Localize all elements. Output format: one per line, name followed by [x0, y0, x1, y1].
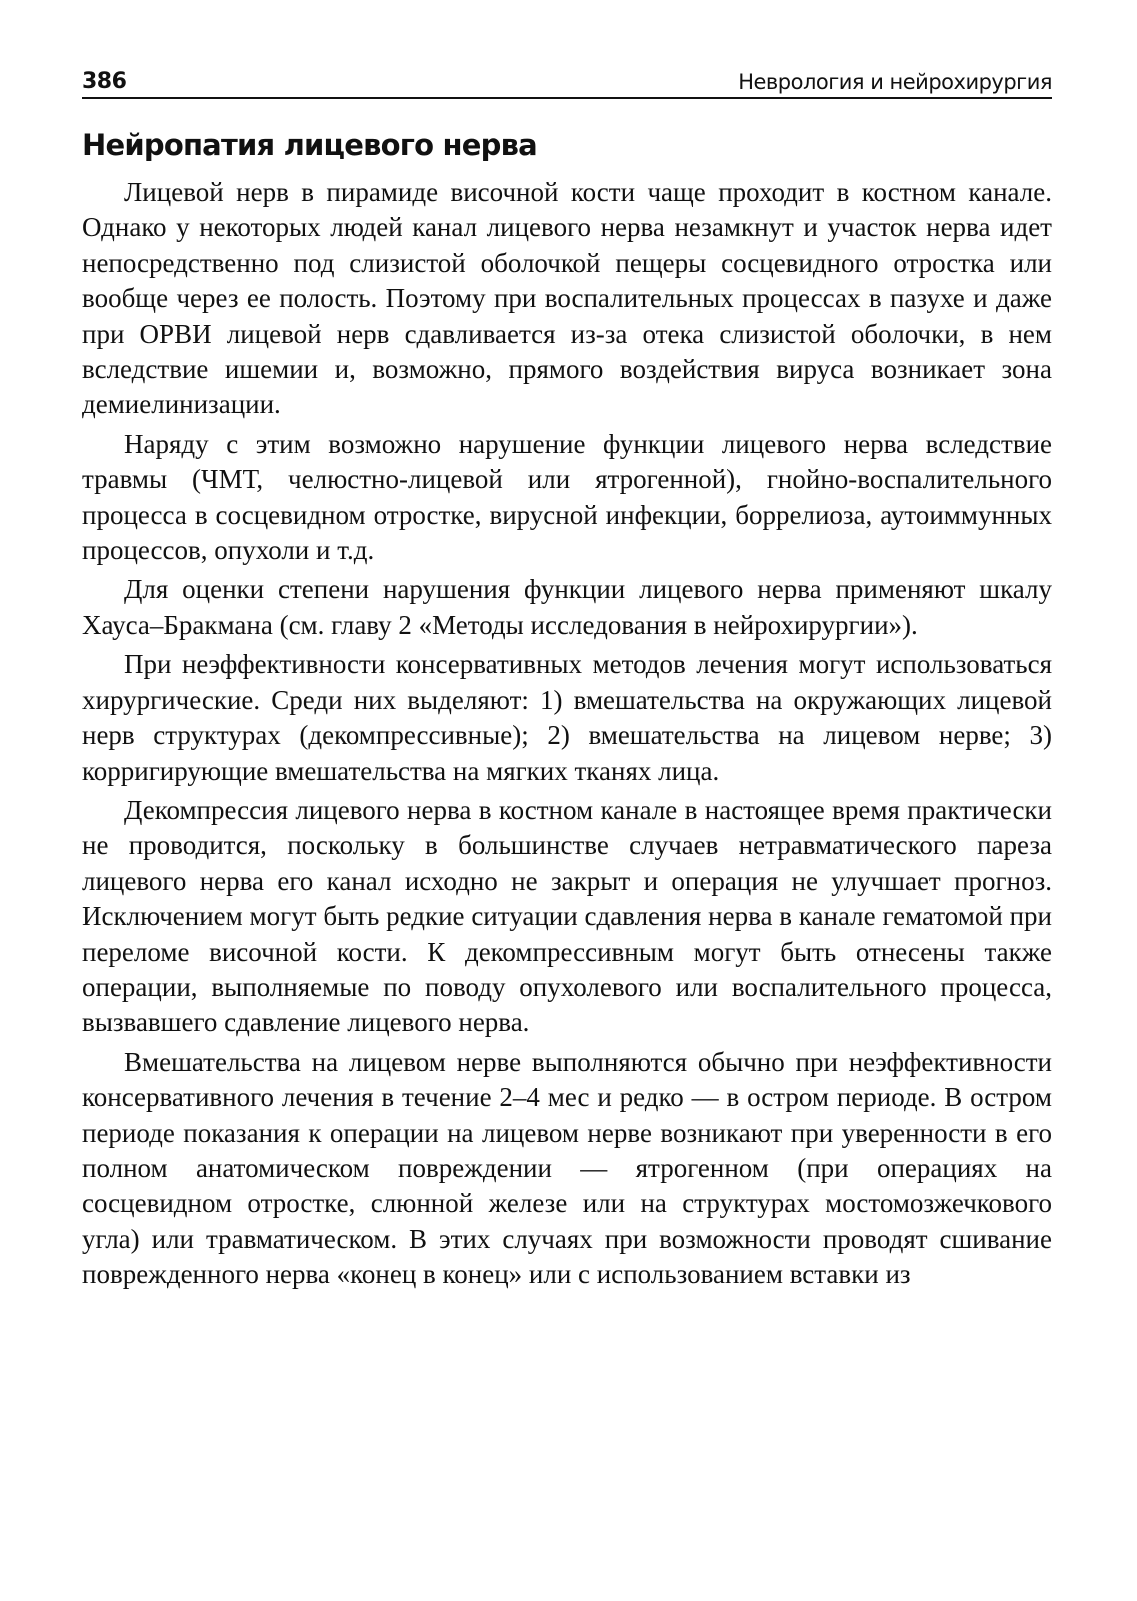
paragraph: Для оценки степени нарушения функции лицевого нерва применяют шкалу Хауса–Бракмана (см. главу 2 «Методы исследования в нейрохирургии»).	[82, 574, 1052, 640]
paragraph: Вмешательства на лицевом нерве выполняются обычно при неэффективности консервативного лечения в течение 2–4 мес и редко — в остром периоде. В остром периоде показания к операции на лицевом нерве возникают при уверенности в его полном анатомическом повреждении — ятрогенном (при операциях на сосцевидном отростке, слюнной железе или на структурах мостомозжечкового угла) или травматическом. В этих случаях при возможности проводят сшивание поврежденного нерва «конец в конец» или с использованием вставки из	[82, 1046, 1052, 1290]
running-title: Неврология и нейрохирургия	[738, 70, 1052, 94]
body-text	[82, 175, 1052, 1293]
section-title: Нейропатия лицевого нерва	[82, 128, 537, 162]
paragraph: Лицевой нерв в пирамиде височной кости чаще проходит в костном канале. Однако у некоторых людей канал лицевого нерва незамкнут и участок нерва идет непосредственно под слизистой оболочкой пещеры сосцевидного отростка или вообще через ее полость. Поэтому при воспалительных процессах в пазухе и даже при ОРВИ лицевой нерв сдавливается из-за отека слизистой оболочки, в нем вследствие ишемии и, возможно, прямого воздействия вируса возникает зона демиелинизации.	[82, 177, 1052, 420]
running-head	[82, 58, 1052, 99]
paragraph: Декомпрессия лицевого нерва в костном канале в настоящее время практически не проводится, поскольку в большинстве случаев нетравматического пареза лицевого нерва его канал исходно не закрыт и операция не улучшает прогноз. Исключением могут быть редкие ситуации сдавления нерва в канале гематомой при переломе височной кости. К декомпрессивным могут быть отнесены также операции, выполняемые по поводу опухолевого или воспалительного процесса, вызвавшего сдавление лицевого нерва.	[82, 794, 1052, 1038]
paragraph: При неэффективности консервативных методов лечения могут использоваться хирургические. Среди них выделяют: 1) вмешательства на окружающих лицевой нерв структурах (декомпрессивные); 2) вмешательства на лицевом нерве; 3) корригирующие вмешательства на мягких тканях лица.	[82, 649, 1052, 786]
book-page	[82, 58, 1052, 1297]
page-number: 386	[82, 69, 127, 94]
paragraph: Наряду с этим возможно нарушение функции лицевого нерва вследствие травмы (ЧМТ, челюстно-лицевой или ятрогенной), гнойно-воспалительного процесса в сосцевидном отростке, вирусной инфекции, боррелиоза, аутоиммунных процессов, опухоли и т.д.	[82, 428, 1052, 566]
